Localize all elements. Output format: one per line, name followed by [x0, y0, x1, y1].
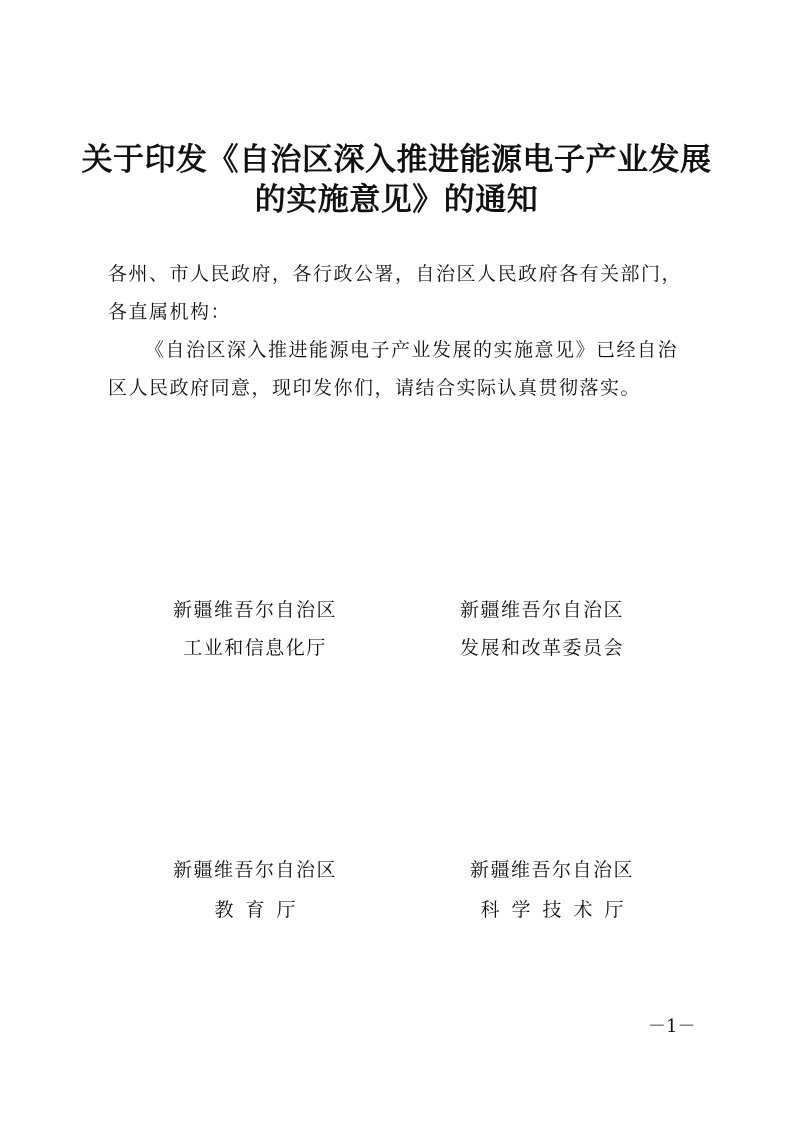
signature-3-region: 新疆维吾尔自治区 — [172, 859, 337, 881]
signature-4-department: 科学技术厅 — [480, 899, 636, 921]
body-paragraph-line-1: 《自治区深入推进能源电子产业发展的实施意见》已经自治 — [145, 339, 679, 361]
signature-4-region: 新疆维吾尔自治区 — [469, 859, 634, 881]
document-title-line-1: 关于印发《自治区深入推进能源电子产业发展 — [81, 142, 712, 178]
signature-1-department: 工业和信息化厅 — [183, 637, 327, 659]
document-title-line-2: 的实施意见》的通知 — [254, 182, 539, 218]
addressee-line-1: 各州、市人民政府，各行政公署，自治区人民政府各有关部门， — [108, 263, 683, 285]
body-paragraph-line-2: 区人民政府同意，现印发你们，请结合实际认真贯彻落实。 — [108, 377, 642, 399]
signature-2-region: 新疆维吾尔自治区 — [459, 599, 624, 621]
signature-2-department: 发展和改革委员会 — [459, 637, 624, 659]
signature-1-region: 新疆维吾尔自治区 — [172, 599, 337, 621]
page-number: －1－ — [648, 1016, 696, 1037]
signature-3-department: 教育厅 — [214, 899, 308, 921]
addressee-line-2: 各直属机构： — [108, 301, 232, 323]
